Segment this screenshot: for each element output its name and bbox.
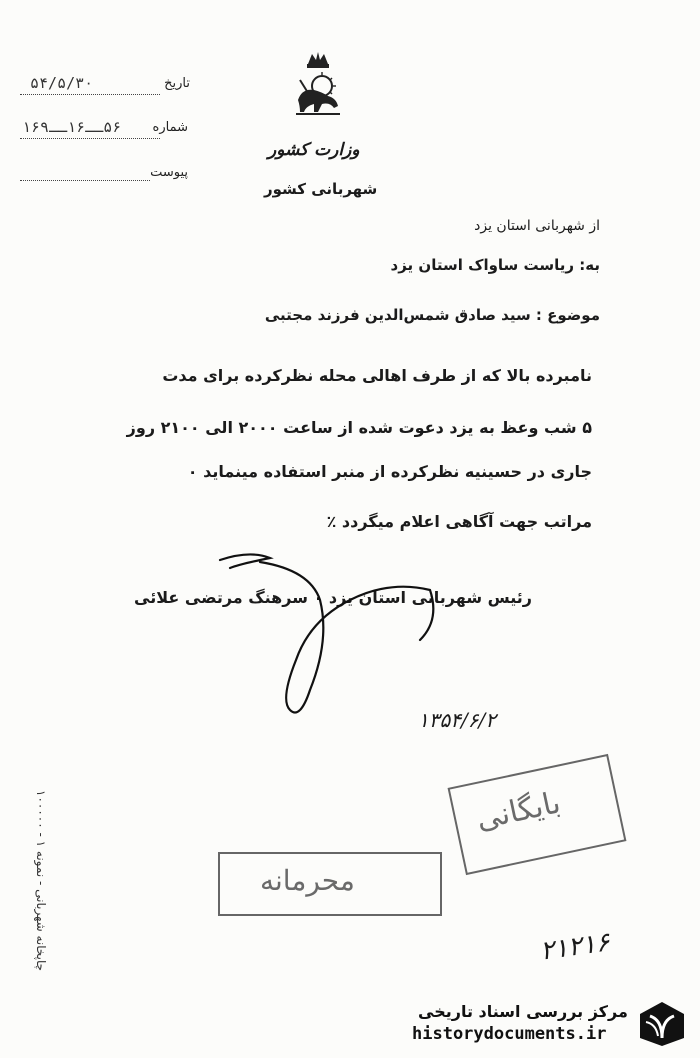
printer-margin-note: چاپخانه شهربانی - نمونه ۱ - ۱۰۰۰۰۰ [34, 790, 48, 972]
book-icon [636, 998, 688, 1048]
department-title: شهربانی کشور [264, 180, 378, 198]
body-line-4: مراتب جهت آگاهی اعلام میگردد ٪ [326, 512, 592, 531]
attachment-label: پیوست [150, 165, 188, 180]
date-label: تاریخ [164, 76, 190, 91]
from-line: از شهربانی استان یزد [474, 218, 600, 234]
number-label: شماره [152, 120, 188, 135]
body-line-2: ۵ شب وعظ به یزد دعوت شده از ساعت ۲۰۰۰ الی ۲۱۰۰ روز [126, 418, 592, 437]
ministry-title: وزارت کشور [268, 140, 360, 160]
number-value: ۵۶ــ۱۶ــ۱۶۹ [22, 118, 122, 136]
subject-line: موضوع : سید صادق شمس‌الدین فرزند مجتبی [264, 306, 600, 324]
confidential-stamp [218, 852, 442, 916]
confidential-stamp-text: محرمانه [260, 864, 355, 897]
footer-org-name: مرکز بررسی اسناد تاریخی [418, 1002, 628, 1021]
date-value: ۵۴/۵/۳۰ [30, 74, 94, 92]
number-dotted-line [20, 138, 160, 139]
date-dotted-line [20, 94, 160, 95]
handwritten-date: ۱۳۵۴/۶/۲ [418, 708, 496, 732]
body-line-3: جاری در حسینیه نظرکرده از منبر استفاده مینماید ۰ [187, 462, 592, 481]
to-line: به: ریاست ساواک استان یزد [390, 256, 600, 274]
footer-website: historydocuments.ir [412, 1024, 607, 1044]
archive-stamp-text: بایگانی [473, 785, 564, 838]
lion-and-sun-emblem-icon [292, 50, 344, 120]
archive-stamp [448, 754, 627, 875]
attachment-dotted-line [20, 180, 150, 181]
handwritten-number: ۲۱۲۱۶ [538, 927, 612, 967]
body-line-1: نامبرده بالا که از طرف اهالی محله نظرکرده برای مدت [162, 366, 592, 385]
signature-line: رئیس شهربانی استان یزد ۰ سرهنگ مرتضی علائی [134, 588, 532, 607]
